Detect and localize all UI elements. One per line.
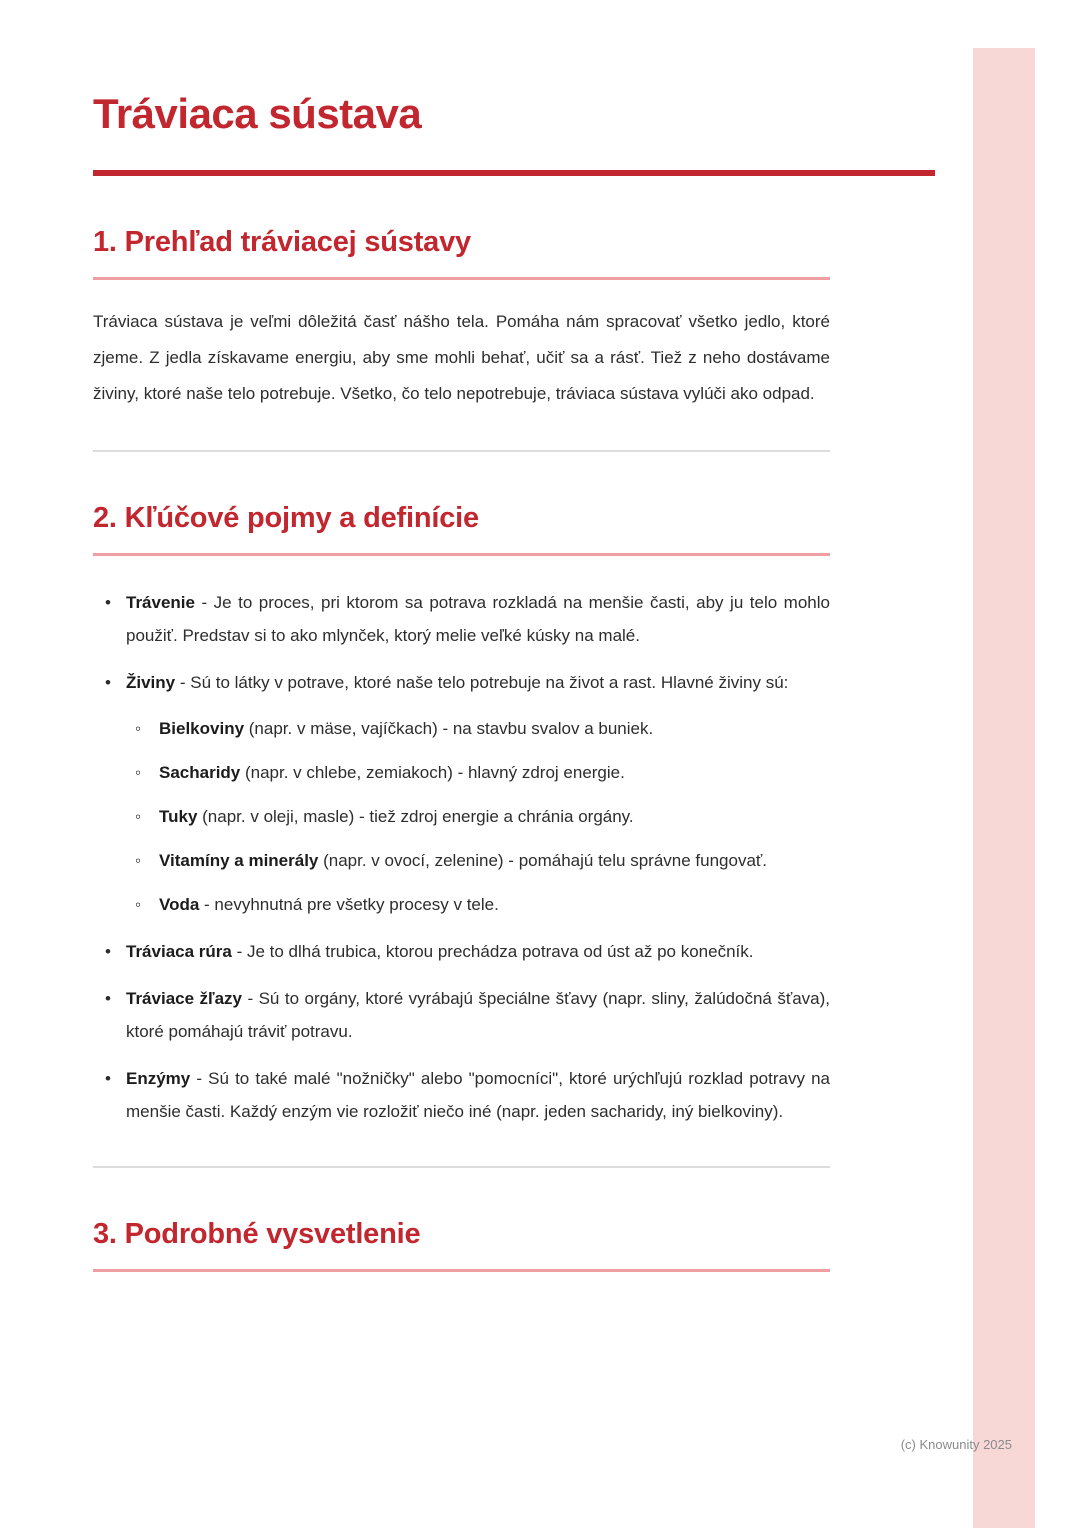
- sub-list-item: [126, 844, 830, 877]
- section-overview-paragraph: Tráviaca sústava je veľmi dôležitá časť nášho tela. Pomáha nám spracovať všetko jedlo, ktoré zjeme. Z jedla získavame energiu, aby sme mohli behať, učiť sa a rásť. Tiež z neho dostávame živiny, ktoré naše telo potrebuje. Všetko, čo telo nepotrebuje, tráviaca sústava vylúči ako odpad.: [93, 312, 830, 403]
- section-overview-rule: [93, 277, 830, 280]
- section-detailed-explanation: [93, 1218, 1080, 1272]
- section-divider: [93, 450, 830, 452]
- term-label: Tuky: [159, 807, 198, 826]
- term-definition: (napr. v oleji, masle) - tiež zdroj energie a chránia orgány.: [197, 807, 634, 826]
- sub-list-item: [126, 888, 830, 921]
- section-key-terms-heading: 2. Kľúčové pojmy a definície: [93, 502, 479, 534]
- term-label: Trávenie: [126, 593, 195, 612]
- term-label: Tráviace žľazy: [126, 989, 242, 1008]
- footer-credit: (c) Knowunity 2025: [900, 1437, 1012, 1452]
- section-overview-heading: 1. Prehľad tráviacej sústavy: [93, 226, 471, 258]
- list-item: [93, 935, 830, 968]
- list-item: [93, 1062, 830, 1128]
- term-definition: (napr. v mäse, vajíčkach) - na stavbu svalov a buniek.: [244, 719, 654, 738]
- page-title: Tráviaca sústava: [93, 90, 422, 137]
- term-definition: (napr. v chlebe, zemiakoch) - hlavný zdroj energie.: [240, 763, 625, 782]
- section-overview: [93, 226, 1080, 412]
- term-definition: - Sú to orgány, ktoré vyrábajú špeciálne šťavy (napr. sliny, žalúdočná šťava), ktoré pomáhajú tráviť potravu.: [126, 989, 830, 1041]
- list-item: [93, 982, 830, 1048]
- term-definition: (napr. v ovocí, zelenine) - pomáhajú telu správne fungovať.: [318, 851, 768, 870]
- term-label: Sacharidy: [159, 763, 241, 782]
- sub-list-item: [126, 800, 830, 833]
- list-item: [93, 586, 830, 652]
- section-detailed-rule: [93, 1269, 830, 1272]
- term-label: Voda: [159, 895, 200, 914]
- term-label: Živiny: [126, 673, 176, 692]
- key-terms-list: [93, 586, 830, 1128]
- section-key-terms-rule: [93, 553, 830, 556]
- term-label: Vitamíny a minerály: [159, 851, 319, 870]
- section-key-terms: [93, 502, 1080, 1128]
- list-item: [93, 666, 830, 921]
- term-label: Enzýmy: [126, 1069, 191, 1088]
- term-label: Bielkoviny: [159, 719, 245, 738]
- section-detailed-heading: 3. Podrobné vysvetlenie: [93, 1218, 421, 1250]
- term-definition: - Je to dlhá trubica, ktorou prechádza potrava od úst až po konečník.: [231, 942, 754, 961]
- title-rule: [93, 170, 935, 176]
- term-definition: - nevyhnutná pre všetky procesy v tele.: [199, 895, 499, 914]
- sub-list-item: [126, 712, 830, 745]
- nutrients-sub-list: [126, 712, 830, 921]
- sub-list-item: [126, 756, 830, 789]
- section-divider: [93, 1166, 830, 1168]
- term-definition: - Sú to také malé "nožničky" alebo "pomocníci", ktoré urýchľujú rozklad potravy na menšie časti. Každý enzým vie rozložiť niečo iné (napr. jeden sacharidy, iný bielkoviny).: [126, 1069, 830, 1121]
- term-label: Tráviaca rúra: [126, 942, 232, 961]
- term-definition: - Je to proces, pri ktorom sa potrava rozkladá na menšie časti, aby ju telo mohlo použiť. Predstav si to ako mlynček, ktorý melie veľké kúsky na malé.: [126, 593, 830, 645]
- term-definition: - Sú to látky v potrave, ktoré naše telo potrebuje na život a rast. Hlavné živiny sú:: [175, 673, 789, 692]
